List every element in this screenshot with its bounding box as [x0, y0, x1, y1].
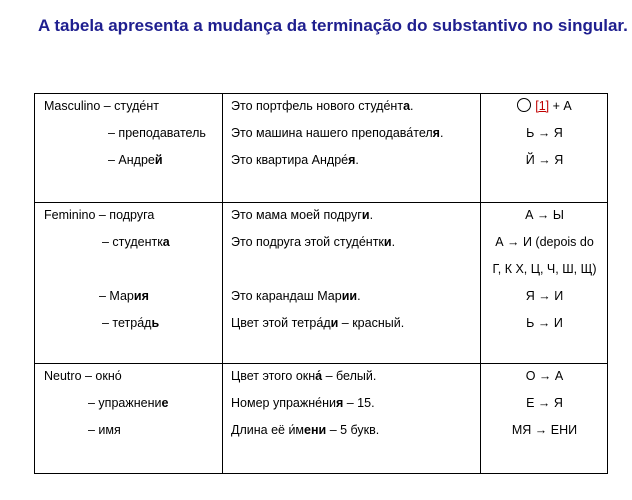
- row-divider: [35, 363, 607, 364]
- masculino-noun-1: Masculino – студе́нт: [44, 99, 159, 113]
- feminino-sentence-1: Это мама моей подруги.: [231, 208, 374, 222]
- masculino-noun-3: – Андрей: [108, 153, 163, 167]
- masculino-rule-1: [1] + А: [480, 98, 609, 114]
- feminino-sentence-3: Это карандаш Марии.: [231, 289, 361, 303]
- masculino-rule-3: Й → Я: [525, 153, 564, 167]
- feminino-rule-2: А → И (depois do: [495, 235, 594, 249]
- page-title: A tabela apresenta a mudança da terminação do substantivo no singular.: [38, 16, 628, 35]
- neutro-noun-1: Neutro – окно́: [44, 369, 122, 383]
- neutro-sentence-2: Номер упражне́ния – 15.: [231, 396, 375, 410]
- neutro-noun-3: – имя: [88, 423, 121, 437]
- feminino-rule-1: А → Ы: [525, 208, 564, 222]
- neutro-rule-1: О → А: [525, 369, 564, 383]
- masculino-sentence-3: Это квартира Андре́я.: [231, 153, 359, 167]
- feminino-sentence-4: Цвет этой тетра́ди – красный.: [231, 316, 405, 330]
- circle-icon: [517, 98, 531, 112]
- feminino-noun-2: – студентка: [102, 235, 170, 249]
- neutro-noun-2: – упражнение: [88, 396, 169, 410]
- neutro-sentence-1: Цвет этого окна́ – белый.: [231, 369, 377, 383]
- neutro-rule-3: МЯ → ЕНИ: [511, 423, 578, 437]
- endings-table: [34, 93, 608, 474]
- masculino-sentence-1: Это портфель нового студе́нта.: [231, 99, 414, 113]
- footnote-link[interactable]: [1]: [535, 99, 550, 113]
- row-divider: [35, 202, 607, 203]
- feminino-noun-3: – Мария: [99, 289, 149, 303]
- feminino-rule-3: Я → И: [525, 289, 564, 303]
- masculino-rule-2: Ь → Я: [526, 126, 563, 140]
- masculino-sentence-2: Это машина нашего преподава́теля.: [231, 126, 444, 140]
- feminino-noun-1: Feminino – подруга: [44, 208, 155, 222]
- neutro-sentence-3: Длина её и́мени – 5 букв.: [231, 423, 380, 437]
- column-divider: [222, 94, 223, 473]
- feminino-noun-4: – тетра́дь: [102, 316, 160, 330]
- masculino-noun-2: – преподаватель: [108, 126, 206, 140]
- column-divider: [480, 94, 481, 473]
- feminino-rule-2-cont: Г, К Х, Ц, Ч, Ш, Щ): [492, 262, 597, 276]
- neutro-rule-2: Е → Я: [526, 396, 563, 410]
- feminino-sentence-2: Это подруга этой студе́нтки.: [231, 235, 396, 249]
- feminino-rule-4: Ь → И: [526, 316, 563, 330]
